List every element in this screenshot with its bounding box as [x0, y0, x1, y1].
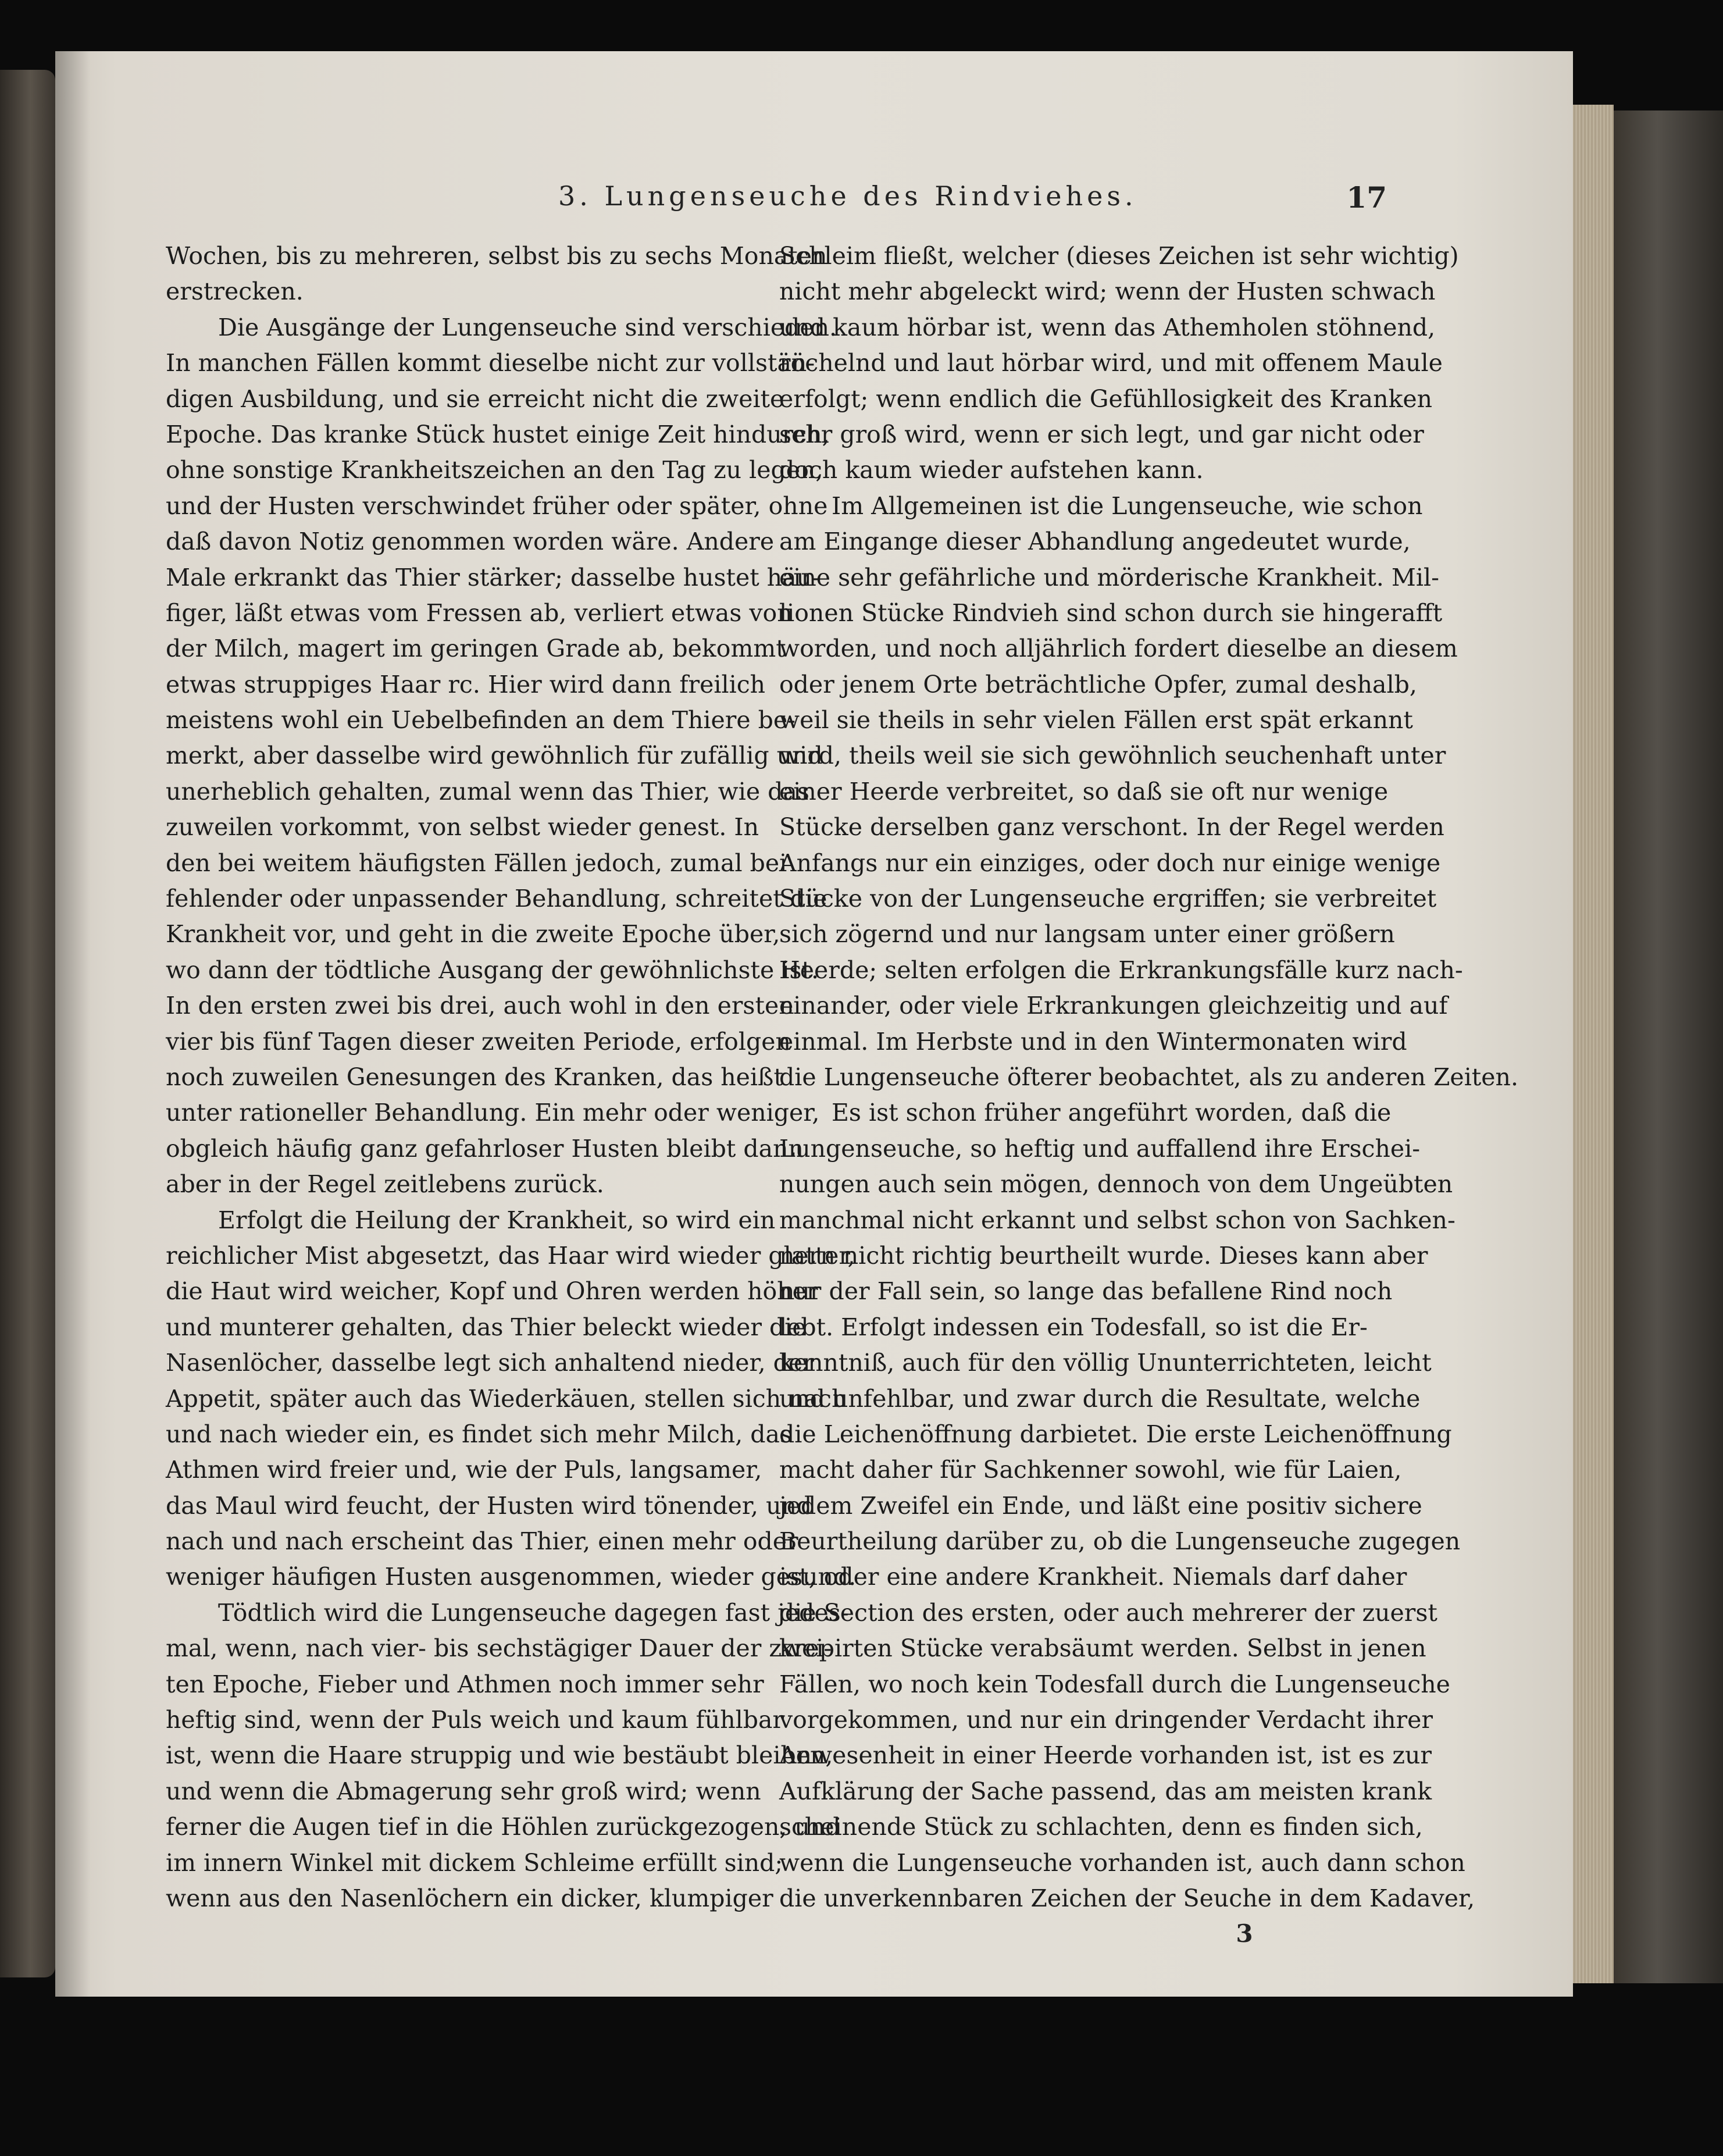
page-number: 17 [1346, 180, 1387, 215]
text-line: eine sehr gefährliche und mörderische Krankheit. Mil- [779, 563, 1439, 591]
text-line: Appetit, später auch das Wiederkäuen, stellen sich nach [166, 1384, 847, 1413]
text-line: sich zögernd und nur langsam unter einer größern [779, 920, 1395, 949]
text-line: In den ersten zwei bis drei, auch wohl in den ersten [166, 992, 794, 1020]
text-line: lionen Stücke Rindvieh sind schon durch sie hingerafft [779, 598, 1443, 627]
text-line: die Haut wird weicher, Kopf und Ohren werden höher [166, 1277, 818, 1306]
text-line: und kaum hörbar ist, wenn das Athemholen stöhnend, [779, 313, 1436, 341]
text-line: einer Heerde verbreitet, so daß sie oft nur wenige [779, 777, 1389, 806]
text-line: manchmal nicht erkannt und selbst schon von Sachken- [779, 1206, 1456, 1234]
text-line: und nach wieder ein, es findet sich mehr Milch, das [166, 1420, 793, 1448]
text-line: Male erkrankt das Thier stärker; dasselbe hustet häu- [166, 563, 820, 591]
running-head: 3. Lungenseuche des Rindviehes. [558, 180, 1137, 212]
gutter-shadow [55, 51, 90, 1997]
text-line: nur der Fall sein, so lange das befallene Rind noch [779, 1277, 1393, 1306]
text-line: jedem Zweifel ein Ende, und läßt eine positiv sichere [779, 1491, 1422, 1520]
text-line: ist, wenn die Haare struppig und wie bestäubt bleiben, [166, 1741, 833, 1770]
text-line: Stücke von der Lungenseuche ergriffen; sie verbreitet [779, 885, 1437, 913]
text-line: Im Allgemeinen ist die Lungenseuche, wie schon [832, 491, 1423, 520]
text-line: der Milch, magert im geringen Grade ab, bekommt [166, 635, 786, 663]
text-line: Krankheit vor, und geht in die zweite Epoche über, [166, 920, 780, 949]
text-line: vier bis fünf Tagen dieser zweiten Periode, erfolgen [166, 1027, 791, 1056]
text-line: daß davon Notiz genommen worden wäre. Andere [166, 528, 775, 556]
text-line: nicht mehr abgeleckt wird; wenn der Husten schwach [779, 277, 1436, 306]
text-line: Schleim fließt, welcher (dieses Zeichen ist sehr wichtig) [779, 242, 1459, 270]
text-line: etwas struppiges Haar rc. Hier wird dann freilich [166, 670, 766, 699]
text-line: fehlender oder unpassender Behandlung, schreitet die [166, 885, 827, 913]
text-line: wo dann der tödtliche Ausgang der gewöhnlichste ist. [166, 956, 819, 984]
text-line: die Lungenseuche öfterer beobachtet, als zu anderen Zeiten. [779, 1063, 1518, 1091]
text-line: weil sie theils in sehr vielen Fällen erst spät erkannt [779, 706, 1413, 735]
text-line: figer, läßt etwas vom Fressen ab, verliert etwas von [166, 598, 793, 627]
text-line: Anfangs nur ein einziges, oder doch nur einige wenige [779, 849, 1441, 877]
text-line: kenntniß, auch für den völlig Ununterrichteten, leicht [779, 1349, 1432, 1377]
text-line: am Eingange dieser Abhandlung angedeutet wurde, [779, 528, 1411, 556]
text-line: unter rationeller Behandlung. Ein mehr oder weniger, [166, 1099, 820, 1127]
text-line: einmal. Im Herbste und in den Wintermonaten wird [779, 1027, 1407, 1056]
text-line: unerheblich gehalten, zumal wenn das Thier, wie das [166, 777, 809, 806]
text-line: und wenn die Abmagerung sehr groß wird; wenn [166, 1777, 761, 1805]
text-line: digen Ausbildung, und sie erreicht nicht die zweite [166, 384, 784, 413]
text-line: wenn aus den Nasenlöchern ein dicker, klumpiger [166, 1884, 773, 1912]
text-line: die unverkennbaren Zeichen der Seuche in dem Kadaver, [779, 1884, 1475, 1912]
text-line: doch kaum wieder aufstehen kann. [779, 456, 1204, 484]
text-line: Beurtheilung darüber zu, ob die Lungenseuche zugegen [779, 1527, 1461, 1556]
text-line: weniger häufigen Husten ausgenommen, wieder gesund. [166, 1563, 857, 1591]
text-line: Tödtlich wird die Lungenseuche dagegen fast jedes- [218, 1598, 849, 1627]
text-line: die Leichenöffnung darbietet. Die erste Leichenöffnung [779, 1420, 1452, 1448]
text-line: und unfehlbar, und zwar durch die Resultate, welche [779, 1384, 1421, 1413]
text-line: Epoche. Das kranke Stück hustet einige Zeit hindurch, [166, 420, 830, 448]
text-line: merkt, aber dasselbe wird gewöhnlich für zufällig und [166, 742, 823, 770]
book-cover-edge [1614, 111, 1723, 1983]
page-stack-edge [1573, 105, 1614, 1983]
text-line: macht daher für Sachkenner sowohl, wie für Laien, [779, 1456, 1402, 1484]
text-line: noch zuweilen Genesungen des Kranken, das heißt [166, 1063, 783, 1091]
text-line: Die Ausgänge der Lungenseuche sind verschieden. [218, 313, 837, 341]
text-line: nern nicht richtig beurtheilt wurde. Dieses kann aber [779, 1241, 1428, 1270]
text-line: erfolgt; wenn endlich die Gefühllosigkeit des Kranken [779, 384, 1433, 413]
text-line: Lungenseuche, so heftig und auffallend ihre Erschei- [779, 1134, 1421, 1163]
text-line: und munterer gehalten, das Thier beleckt wieder die [166, 1313, 807, 1341]
text-line: Heerde; selten erfolgen die Erkrankungsfälle kurz nach- [779, 956, 1463, 984]
right-text-column [779, 238, 1518, 1916]
text-line: Aufklärung der Sache passend, das am meisten krank [779, 1777, 1432, 1805]
text-line: wenn die Lungenseuche vorhanden ist, auch dann schon [779, 1848, 1465, 1877]
text-line: Athmen wird freier und, wie der Puls, langsamer, [166, 1456, 762, 1484]
text-line: Anwesenheit in einer Heerde vorhanden ist, ist es zur [779, 1741, 1432, 1770]
text-line: ten Epoche, Fieber und Athmen noch immer sehr [166, 1670, 764, 1698]
text-line: einander, oder viele Erkrankungen gleichzeitig und auf [779, 992, 1448, 1020]
text-line: mal, wenn, nach vier- bis sechstägiger Dauer der zwei- [166, 1634, 832, 1663]
text-line: wird, theils weil sie sich gewöhnlich seuchenhaft unter [779, 742, 1446, 770]
text-line: röchelnd und laut hörbar wird, und mit offenem Maule [779, 349, 1443, 377]
text-line: obgleich häufig ganz gefahrloser Husten bleibt dann [166, 1134, 804, 1163]
text-line: aber in der Regel zeitlebens zurück. [166, 1170, 604, 1199]
text-line: nach und nach erscheint das Thier, einen mehr oder [166, 1527, 798, 1556]
text-line: Erfolgt die Heilung der Krankheit, so wird ein [218, 1206, 776, 1234]
text-line: und der Husten verschwindet früher oder später, ohne [166, 491, 828, 520]
text-line: vorgekommen, und nur ein dringender Verdacht ihrer [779, 1706, 1433, 1734]
text-line: nungen auch sein mögen, dennoch von dem Ungeübten [779, 1170, 1453, 1199]
text-line: heftig sind, wenn der Puls weich und kaum fühlbar [166, 1706, 784, 1734]
text-line: Stücke derselben ganz verschont. In der Regel werden [779, 813, 1444, 842]
text-line: das Maul wird feucht, der Husten wird tönender, und [166, 1491, 812, 1520]
text-line: die Section des ersten, oder auch mehrerer der zuerst [779, 1598, 1437, 1627]
signature-mark: 3 [1236, 1919, 1253, 1948]
left-text-column [166, 238, 857, 1916]
text-line: erstrecken. [166, 277, 304, 306]
text-line: reichlicher Mist abgesetzt, das Haar wird wieder glatter, [166, 1241, 855, 1270]
text-line: ferner die Augen tief in die Höhlen zurückgezogen, und [166, 1813, 841, 1841]
text-line: oder jenem Orte beträchtliche Opfer, zumal deshalb, [779, 670, 1417, 699]
text-line: scheinende Stück zu schlachten, denn es finden sich, [779, 1813, 1423, 1841]
text-line: Fällen, wo noch kein Todesfall durch die Lungenseuche [779, 1670, 1450, 1698]
text-line: Nasenlöcher, dasselbe legt sich anhaltend nieder, der [166, 1349, 814, 1377]
text-line: meistens wohl ein Uebelbefinden an dem Thiere be- [166, 706, 795, 735]
text-line: ist, oder eine andere Krankheit. Niemals darf daher [779, 1563, 1407, 1591]
text-line: zuweilen vorkommt, von selbst wieder genest. In [166, 813, 759, 842]
left-page-edge [0, 70, 55, 1977]
text-line: In manchen Fällen kommt dieselbe nicht zur vollstän- [166, 349, 815, 377]
text-line: Es ist schon früher angeführt worden, daß die [832, 1099, 1392, 1127]
text-line: ohne sonstige Krankheitszeichen an den Tag zu legen, [166, 456, 823, 484]
text-line: sehr groß wird, wenn er sich legt, und gar nicht oder [779, 420, 1424, 448]
text-line: worden, und noch alljährlich fordert dieselbe an diesem [779, 635, 1458, 663]
text-line: lebt. Erfolgt indessen ein Todesfall, so ist die Er- [779, 1313, 1368, 1341]
text-line: krepirten Stücke verabsäumt werden. Selbst in jenen [779, 1634, 1426, 1663]
text-line: Wochen, bis zu mehreren, selbst bis zu sechs Monaten [166, 242, 827, 270]
text-line: im innern Winkel mit dickem Schleime erfüllt sind; [166, 1848, 783, 1877]
text-line: den bei weitem häufigsten Fällen jedoch, zumal bei [166, 849, 787, 877]
